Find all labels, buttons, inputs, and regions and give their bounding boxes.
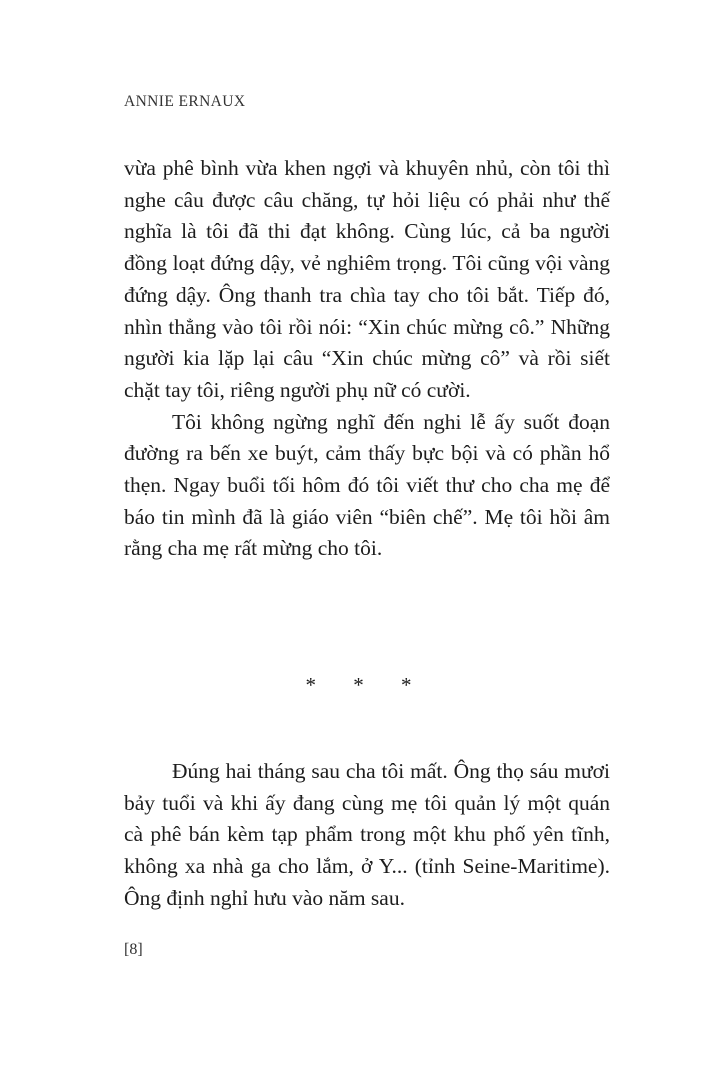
text-block-upper [124, 153, 610, 565]
running-header: ANNIE ERNAUX [124, 93, 246, 110]
paragraph-bus-station: Tôi không ngừng nghĩ đến nghi lễ ấy suốt đoạn đường ra bến xe buýt, cảm thấy bực bội và có phần hổ thẹn. Ngay buổi tối hôm đó tôi viết thư cho cha mẹ để báo tin mình đã là giáo viên “biên chế”. Mẹ tôi hồi âm rằng cha mẹ rất mừng cho tôi. [124, 409, 610, 561]
text-block-lower [124, 756, 610, 915]
paragraph-continued: vừa phê bình vừa khen ngợi và khuyên nhủ, còn tôi thì nghe câu được câu chăng, tự hỏi liệu có phải như thế nghĩa là tôi đã thi đạt không. Cùng lúc, cả ba người đồng loạt đứng dậy, vẻ nghiêm trọng. Tôi cũng vội vàng đứng dậy. Ông thanh tra chìa tay cho tôi bắt. Tiếp đó, nhìn thẳng vào tôi rồi nói: “Xin chúc mừng cô.” Những người kia lặp lại câu “Xin chúc mừng cô” và rồi siết chặt tay tôi, riêng người phụ nữ có cười. [124, 156, 610, 402]
page-number: [8] [124, 941, 143, 958]
paragraph-father-death: Đúng hai tháng sau cha tôi mất. Ông thọ sáu mươi bảy tuổi và khi ấy đang cùng mẹ tôi quản lý một quán cà phê bán kèm tạp phẩm trong một khu phố yên tĩnh, không xa nhà ga cho lắm, ở Y... (tỉnh Seine-Maritime). Ông định nghỉ hưu vào năm sau. [124, 759, 610, 910]
scene-break-asterisks: * * * [305, 673, 428, 697]
